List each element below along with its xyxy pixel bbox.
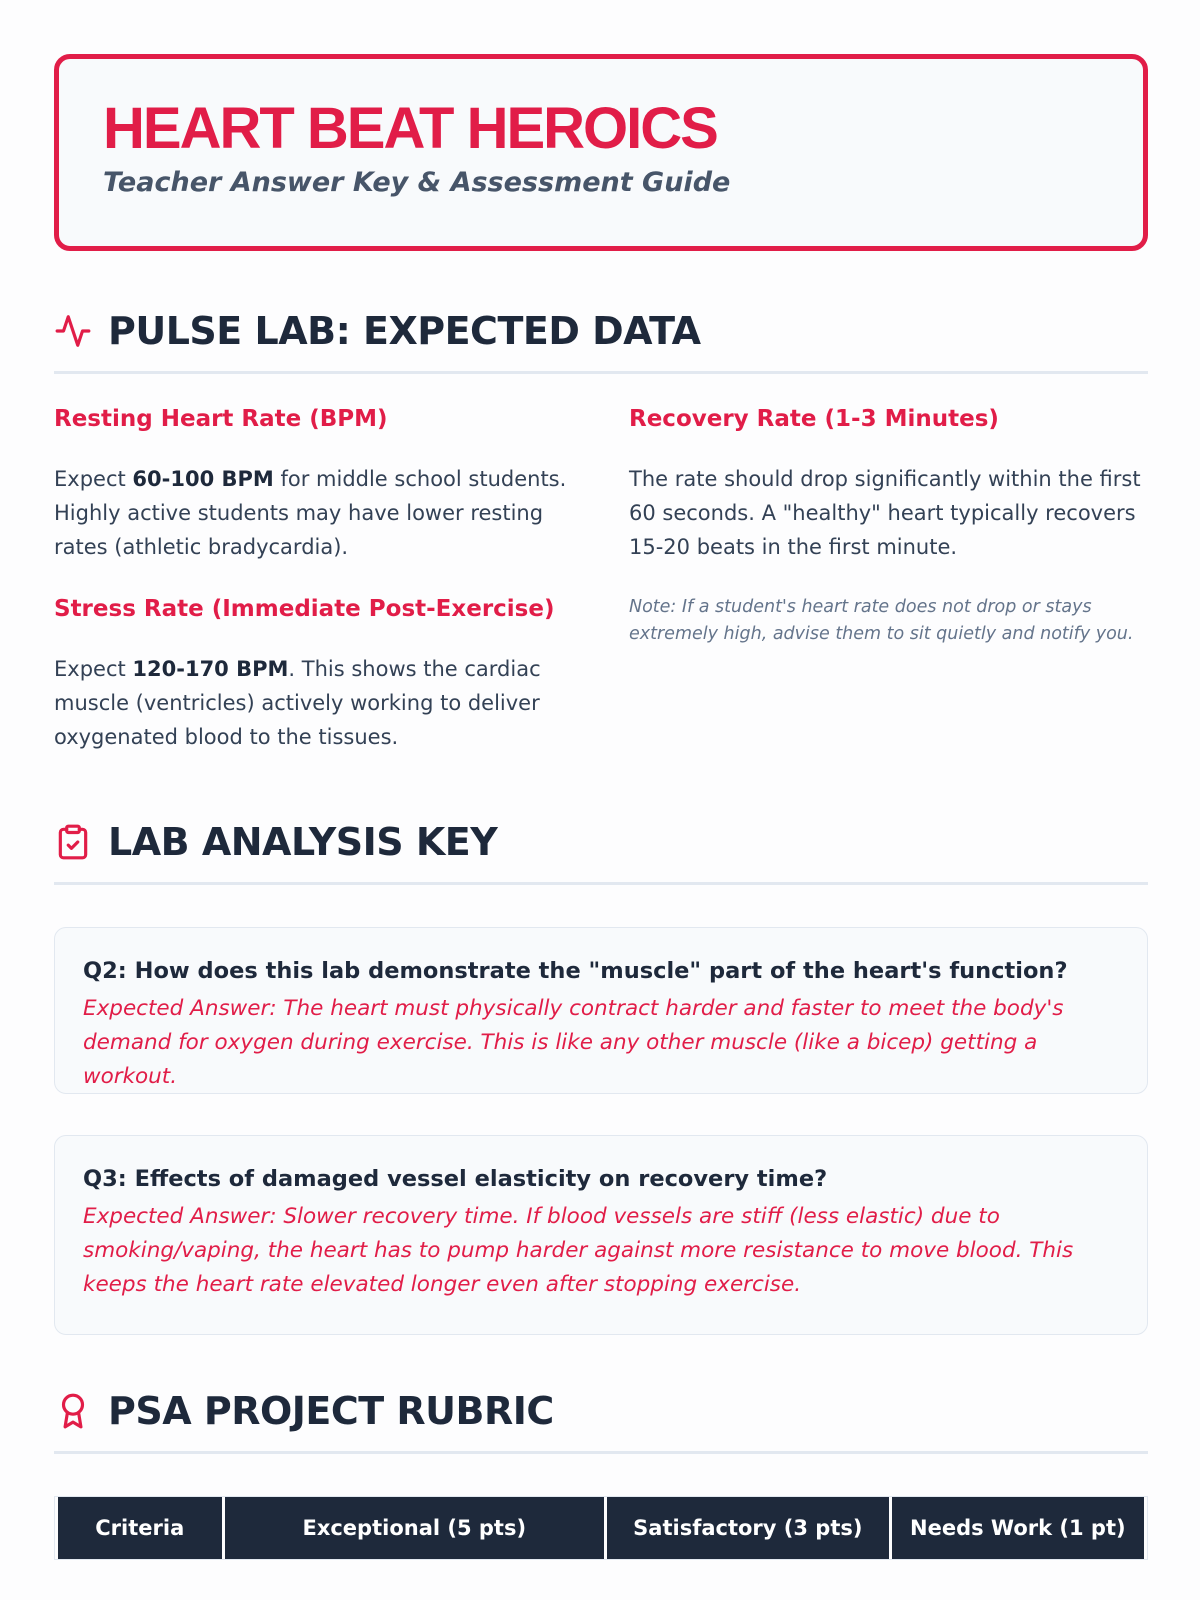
- activity-pulse-icon: [54, 311, 94, 351]
- clipboard-check-icon: [54, 822, 94, 862]
- left-column: [54, 406, 601, 754]
- column-header: Exceptional (5 pts): [225, 1497, 605, 1559]
- recovery-rate-heading: Recovery Rate (1-3 Minutes): [629, 406, 999, 432]
- section-header: [54, 820, 1148, 885]
- column-header: Needs Work (1 pt): [892, 1497, 1144, 1559]
- section-title: PULSE LAB: EXPECTED DATA: [108, 309, 701, 353]
- section-title: PSA PROJECT RUBRIC: [108, 1389, 554, 1433]
- resting-rate-heading: Resting Heart Rate (BPM): [54, 406, 388, 432]
- recovery-note: Note: If a student's heart rate does not drop or stays extremely high, advise them to sit quietly and notify you.: [629, 597, 1134, 644]
- pulse-lab-columns: [54, 406, 1148, 754]
- section-header: [54, 1389, 1148, 1454]
- document-subtitle: Teacher Answer Key & Assessment Guide: [103, 167, 731, 198]
- question-text: Q3: Effects of damaged vessel elasticity on recovery time?: [83, 1166, 828, 1192]
- section-title: LAB ANALYSIS KEY: [108, 820, 498, 864]
- section-header: [54, 309, 1148, 374]
- question-text: Q2: How does this lab demonstrate the "muscle" part of the heart's function?: [83, 958, 1068, 984]
- recovery-rate-text: The rate should drop significantly within the first 60 seconds. A "healthy" heart typically recovers 15-20 beats in the first minute.: [629, 467, 1141, 559]
- expected-answer: Expected Answer: Slower recovery time. If blood vessels are stiff (less elastic) due to smoking/vaping, the heart has to pump harder against more resistance to move blood. This keeps the heart rate elevated longer even after stopping exercise.: [83, 1204, 1074, 1297]
- answer-card: [54, 927, 1148, 1094]
- award-ribbon-icon: [54, 1391, 94, 1431]
- stress-rate-heading: Stress Rate (Immediate Post-Exercise): [54, 596, 555, 622]
- answer-card: [54, 1135, 1148, 1335]
- rubric-section: [54, 1389, 1148, 1560]
- document-title: HEART BEAT HEROICS: [103, 96, 717, 161]
- column-header: Satisfactory (3 pts): [607, 1497, 889, 1559]
- stress-rate-block: [54, 596, 573, 754]
- right-column: [601, 406, 1148, 754]
- pulse-lab-section: [54, 309, 1148, 754]
- column-header: Criteria: [58, 1497, 222, 1559]
- document-page: [54, 54, 1148, 1560]
- title-banner: [54, 54, 1148, 251]
- lab-analysis-section: [54, 820, 1148, 1335]
- stress-rate-text: Expect 120-170 BPM. This shows the cardiac muscle (ventricles) actively working to deliver oxygenated blood to the tissues.: [54, 657, 541, 749]
- expected-answer: Expected Answer: The heart must physically contract harder and faster to meet the body's demand for oxygen during exercise. This is like any other muscle (like a bicep) getting a workout.: [83, 996, 1064, 1089]
- rubric-table: [54, 1496, 1148, 1560]
- table-header-row: [58, 1497, 1144, 1559]
- resting-rate-text: Expect 60-100 BPM for middle school students. Highly active students may have lower resting rates (athletic bradycardia).: [54, 467, 567, 559]
